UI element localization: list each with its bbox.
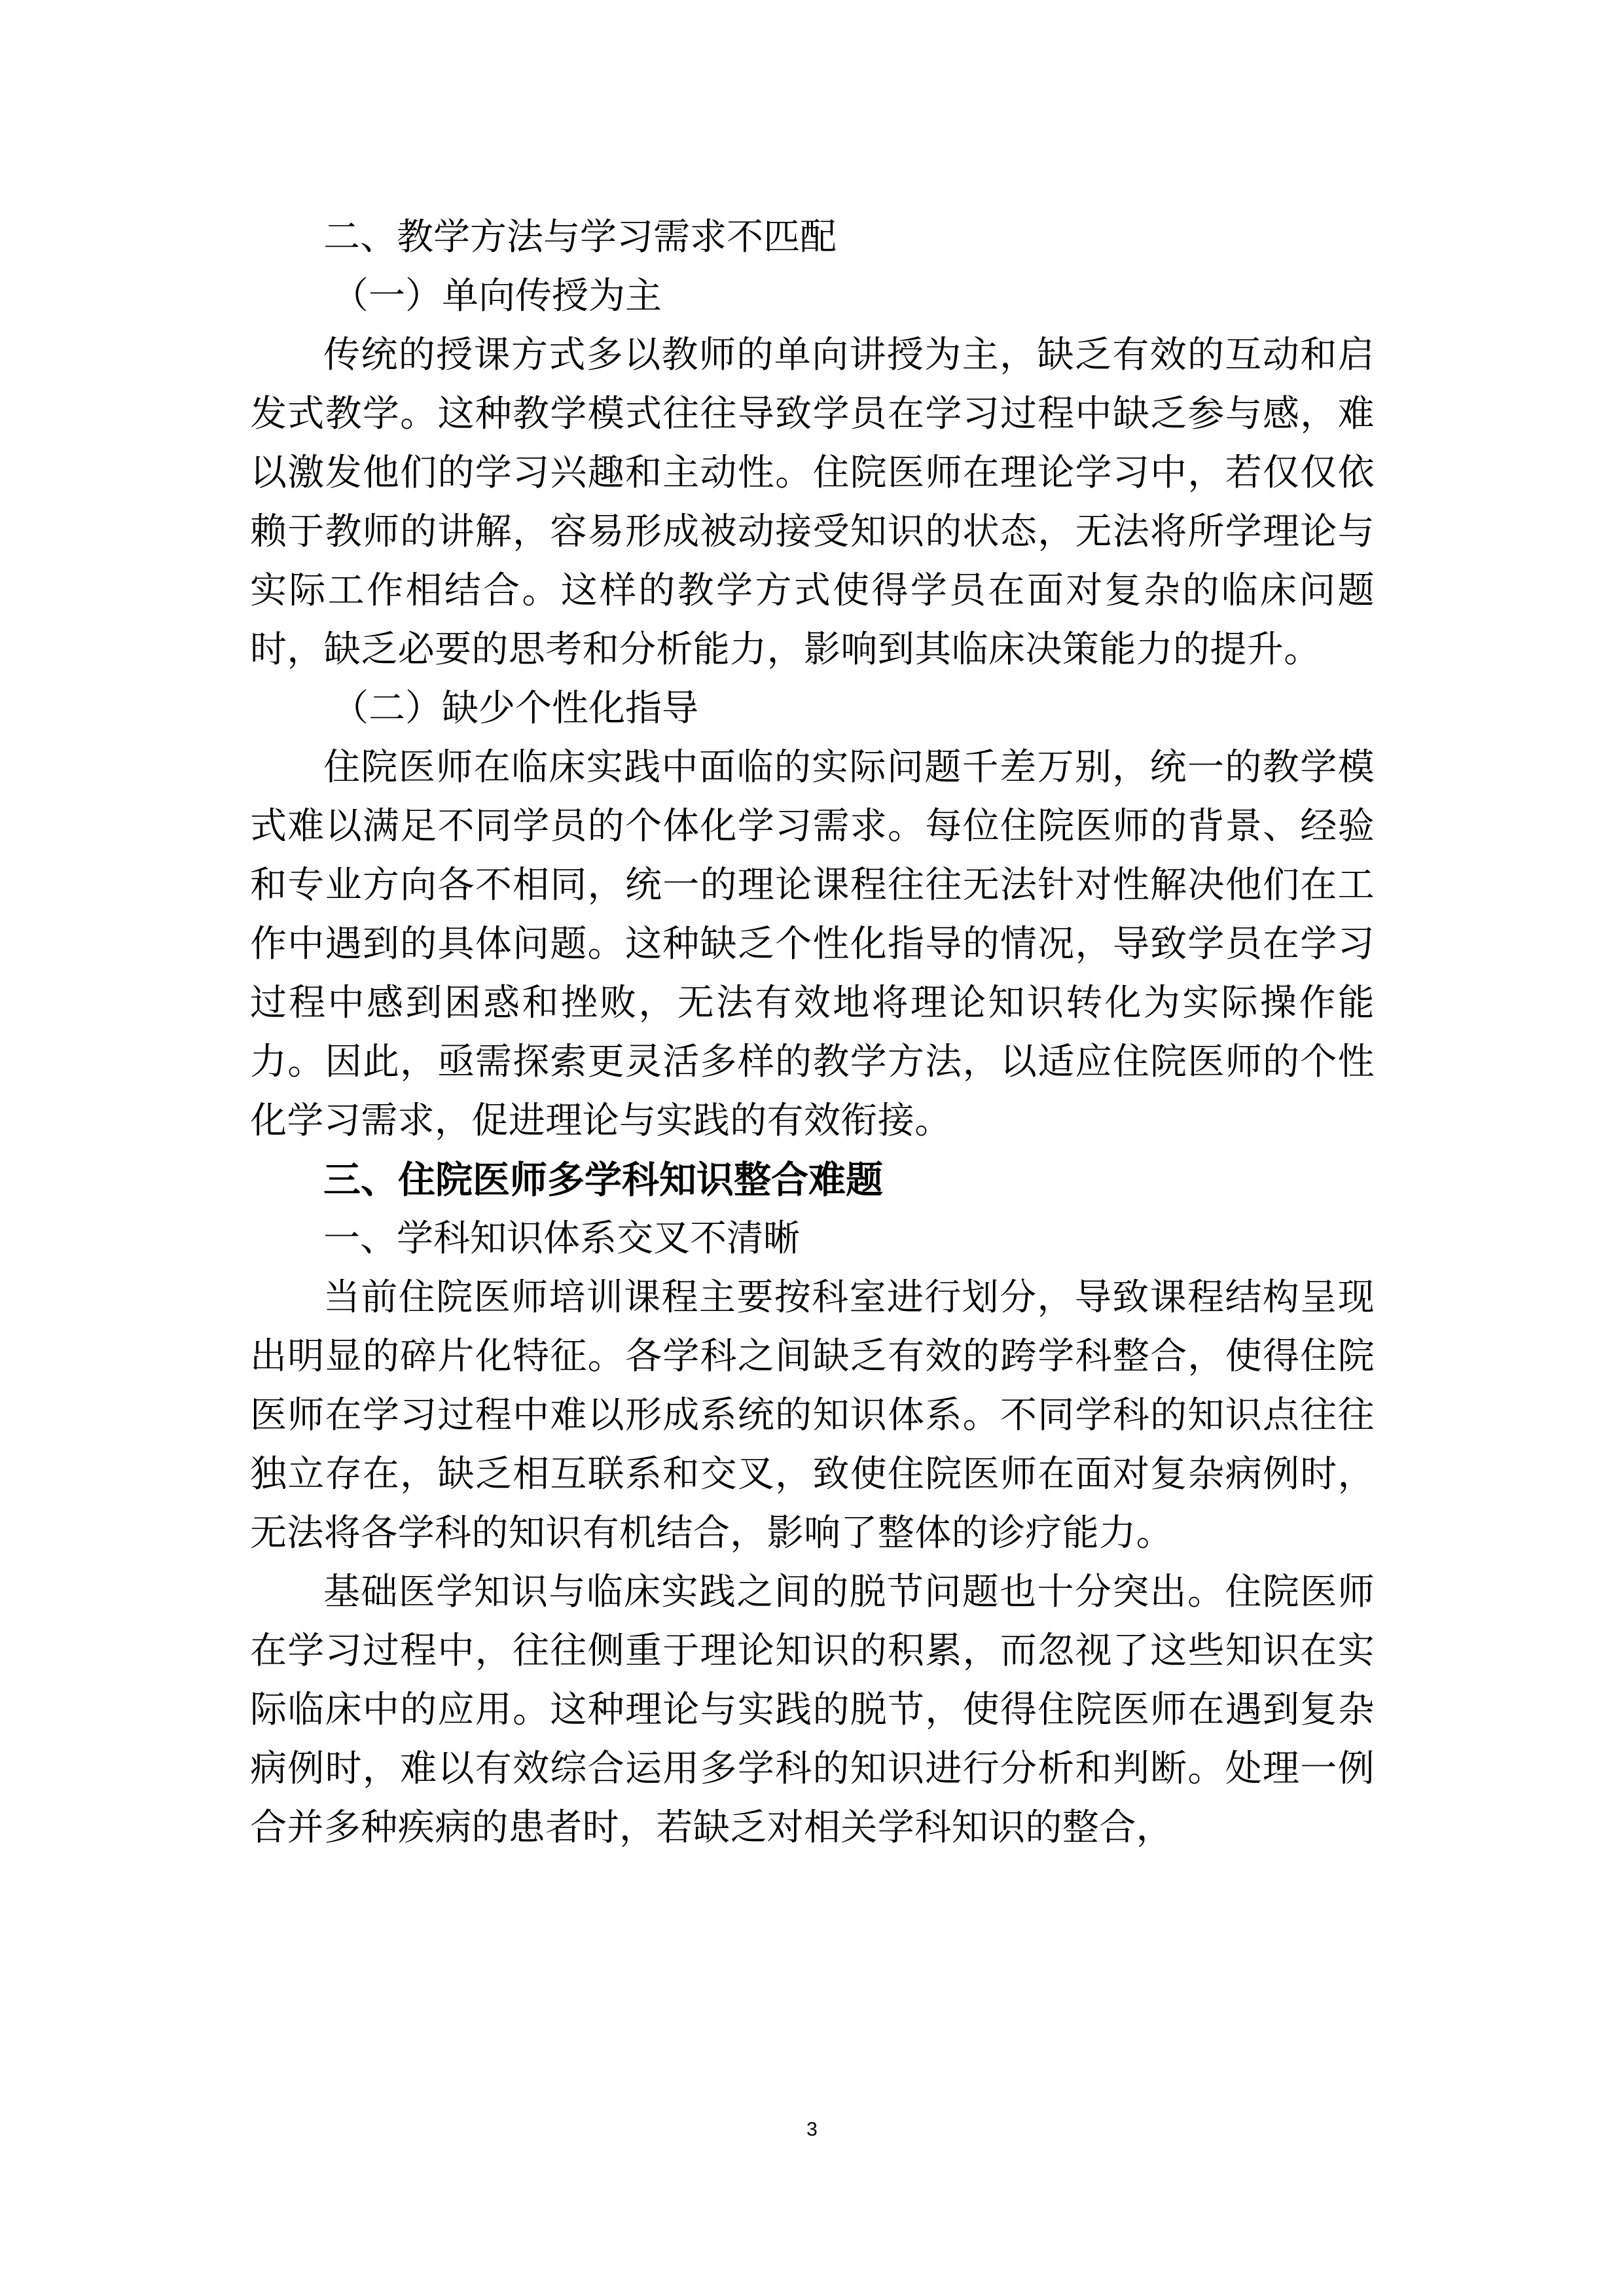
paragraph-2-2: 住院医师在临床实践中面临的实际问题千差万别，统一的教学模式难以满足不同学员的个体化学习需求。每位住院医师的背景、经验和专业方向各不相同，统一的理论课程往往无法针对性解决他们在工作中遇到的具体问题。这种缺乏个性化指导的情况，导致学员在学习过程中感到困惑和挫败，无法有效地将理论知识转化为实际操作能力。因此，亟需探索更灵活多样的教学方法，以适应住院医师的个性化学习需求，促进理论与实践的有效衔接。 (250, 746, 1375, 1142)
section-heading-3: 三、住院医师多学科知识整合难题 (323, 1158, 883, 1202)
section-heading-2: 二、教学方法与学习需求不匹配 (323, 216, 837, 259)
paragraph-3-2: 基础医学知识与临床实践之间的脱节问题也十分突出。住院医师在学习过程中，往往侧重于理论知识的积累，而忽视了这些知识在实际临床中的应用。这种理论与实践的脱节，使得住院医师在遇到复杂病例时，难以有效综合运用多学科的知识进行分析和判断。处理一例合并多种疾病的患者时，若缺乏对相关学科知识的整合， (250, 1571, 1375, 1849)
subsection-heading-2-1: （一）单向传授为主 (332, 275, 662, 317)
page-body (250, 208, 1375, 1857)
subsection-heading-3-1: 一、学科知识体系交叉不清晰 (323, 1217, 800, 1260)
paragraph-3-1: 当前住院医师培训课程主要按科室进行划分，导致课程结构呈现出明显的碎片化特征。各学科之间缺乏有效的跨学科整合，使得住院医师在学习过程中难以形成系统的知识体系。不同学科的知识点往往独立存在，缺乏相互联系和交叉，致使住院医师在面对复杂病例时，无法将各学科的知识有机结合，影响了整体的诊疗能力。 (250, 1276, 1375, 1554)
paragraph-2-1: 传统的授课方式多以教师的单向讲授为主，缺乏有效的互动和启发式教学。这种教学模式往往导致学员在学习过程中缺乏参与感，难以激发他们的学习兴趣和主动性。住院医师在理论学习中，若仅仅依赖于教师的讲解，容易形成被动接受知识的状态，无法将所学理论与实际工作相结合。这样的教学方式使得学员在面对复杂的临床问题时，缺乏必要的思考和分析能力，影响到其临床决策能力的提升。 (250, 334, 1375, 671)
subsection-heading-2-2: （二）缺少个性化指导 (332, 687, 698, 730)
page-number: 3 (806, 2119, 818, 2140)
